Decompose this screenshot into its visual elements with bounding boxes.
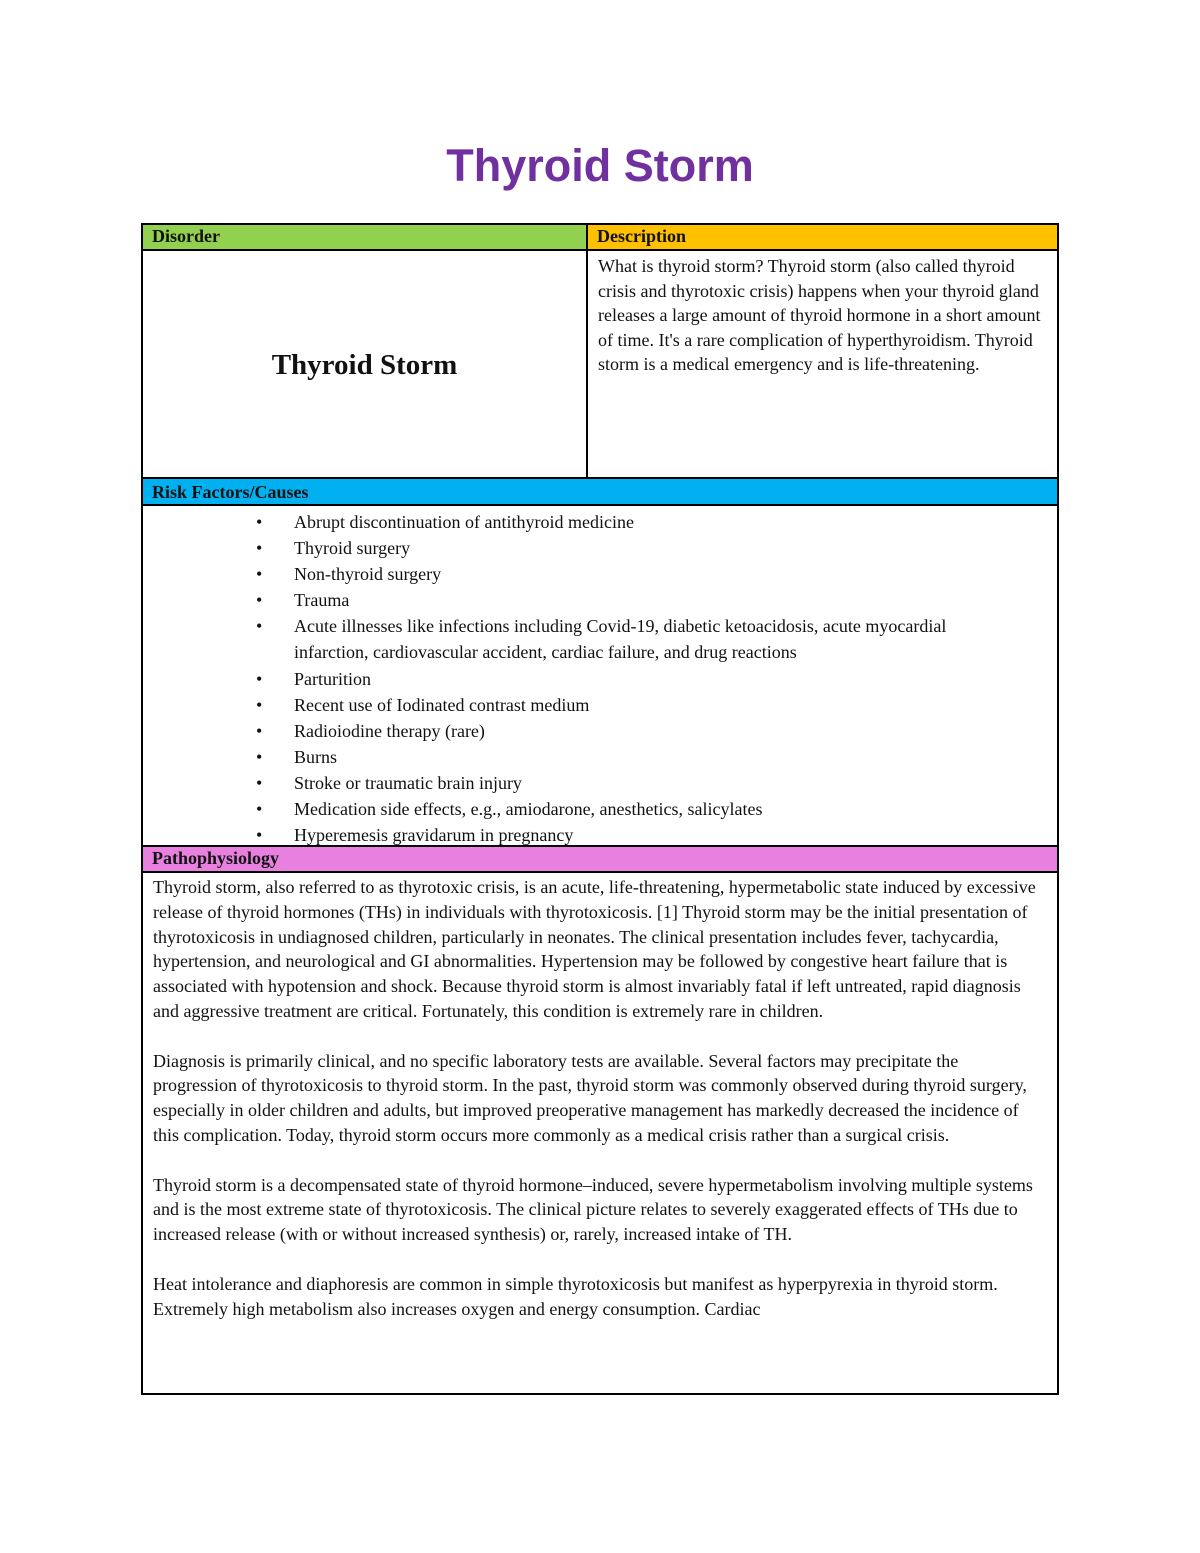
risk-factors-cell xyxy=(143,508,1057,846)
risk-factor-item: • Hyperemesis gravidarum in pregnancy xyxy=(143,822,1057,848)
column-divider xyxy=(586,225,588,479)
pathophysiology-paragraph: Thyroid storm, also referred to as thyrotoxic crisis, is an acute, life-threatening, hypermetabolic state induced by excessive release of thyroid hormones (THs) in individuals with thyrotoxicosis. [1] Thyroid storm may be the initial presentation of thyrotoxicosis in undiagnosed children, particularly in neonates. The clinical presentation includes fever, tachycardia, hypertension, and neurological and GI abnormalities. Hypertension may be followed by congestive heart failure that is associated with hypotension and shock. Because thyroid storm is almost invariably fatal if left untreated, rapid diagnosis and aggressive treatment are critical. Fortunately, this condition is extremely rare in children. xyxy=(153,877,1036,1021)
pathophysiology-header: Pathophysiology xyxy=(143,847,1057,873)
risk-factor-item: • Thyroid surgery xyxy=(143,535,1057,561)
risk-factor-item: • Parturition xyxy=(143,666,1057,692)
risk-factors-list xyxy=(143,509,1057,848)
risk-factor-item: • Stroke or traumatic brain injury xyxy=(143,770,1057,796)
page-title: Thyroid Storm xyxy=(446,140,754,191)
risk-factor-item: • Radioiodine therapy (rare) xyxy=(143,718,1057,744)
description-text: What is thyroid storm? Thyroid storm (also called thyroid crisis and thyrotoxic crisis) happens when your thyroid gland releases a large amount of thyroid hormone in a short amount of time. It's a rare complication of hyperthyroidism. Thyroid storm is a medical emergency and is life-threatening. xyxy=(598,256,1041,374)
disorder-cell xyxy=(143,251,586,479)
risk-factor-item: • Burns xyxy=(143,744,1057,770)
risk-factor-item: • Recent use of Iodinated contrast medium xyxy=(143,692,1057,718)
risk-factor-item: • Acute illnesses like infections including Covid-19, diabetic ketoacidosis, acute myocardial infarction, cardiovascular accident, cardiac failure, and drug reactions xyxy=(143,613,1057,665)
risk-factor-item: • Trauma xyxy=(143,587,1057,613)
thyroid-storm-table xyxy=(141,223,1059,1395)
pathophysiology-paragraph: Heat intolerance and diaphoresis are common in simple thyrotoxicosis but manifest as hyperpyrexia in thyroid storm. Extremely high metabolism also increases oxygen and energy consumption. Cardiac xyxy=(153,1273,998,1319)
description-header: Description xyxy=(588,225,1057,251)
pathophysiology-text xyxy=(143,873,1057,1393)
disorder-name: Thyroid Storm xyxy=(271,349,458,381)
risk-factors-header: Risk Factors/Causes xyxy=(143,479,1057,506)
pathophysiology-paragraph: Thyroid storm is a decompensated state of thyroid hormone–induced, severe hypermetabolism involving multiple systems and is the most extreme state of thyrotoxicosis. The clinical picture relates to severely exaggerated effects of THs due to increased release (with or without increased synthesis) or, rarely, increased intake of TH. xyxy=(153,1174,1033,1245)
pathophysiology-paragraph: Diagnosis is primarily clinical, and no specific laboratory tests are available. Several factors may precipitate the progression of thyrotoxicosis to thyroid storm. In the past, thyroid storm was commonly observed during thyroid surgery, especially in older children and adults, but improved preoperative management has markedly decreased the incidence of this complication. Today, thyroid storm occurs more commonly as a medical crisis rather than a surgical crisis. xyxy=(153,1050,1027,1145)
risk-factor-item: • Non-thyroid surgery xyxy=(143,561,1057,587)
risk-factor-item: • Medication side effects, e.g., amiodarone, anesthetics, salicylates xyxy=(143,796,1057,822)
disorder-header: Disorder xyxy=(143,225,586,251)
risk-factor-item: • Abrupt discontinuation of antithyroid medicine xyxy=(143,509,1057,535)
